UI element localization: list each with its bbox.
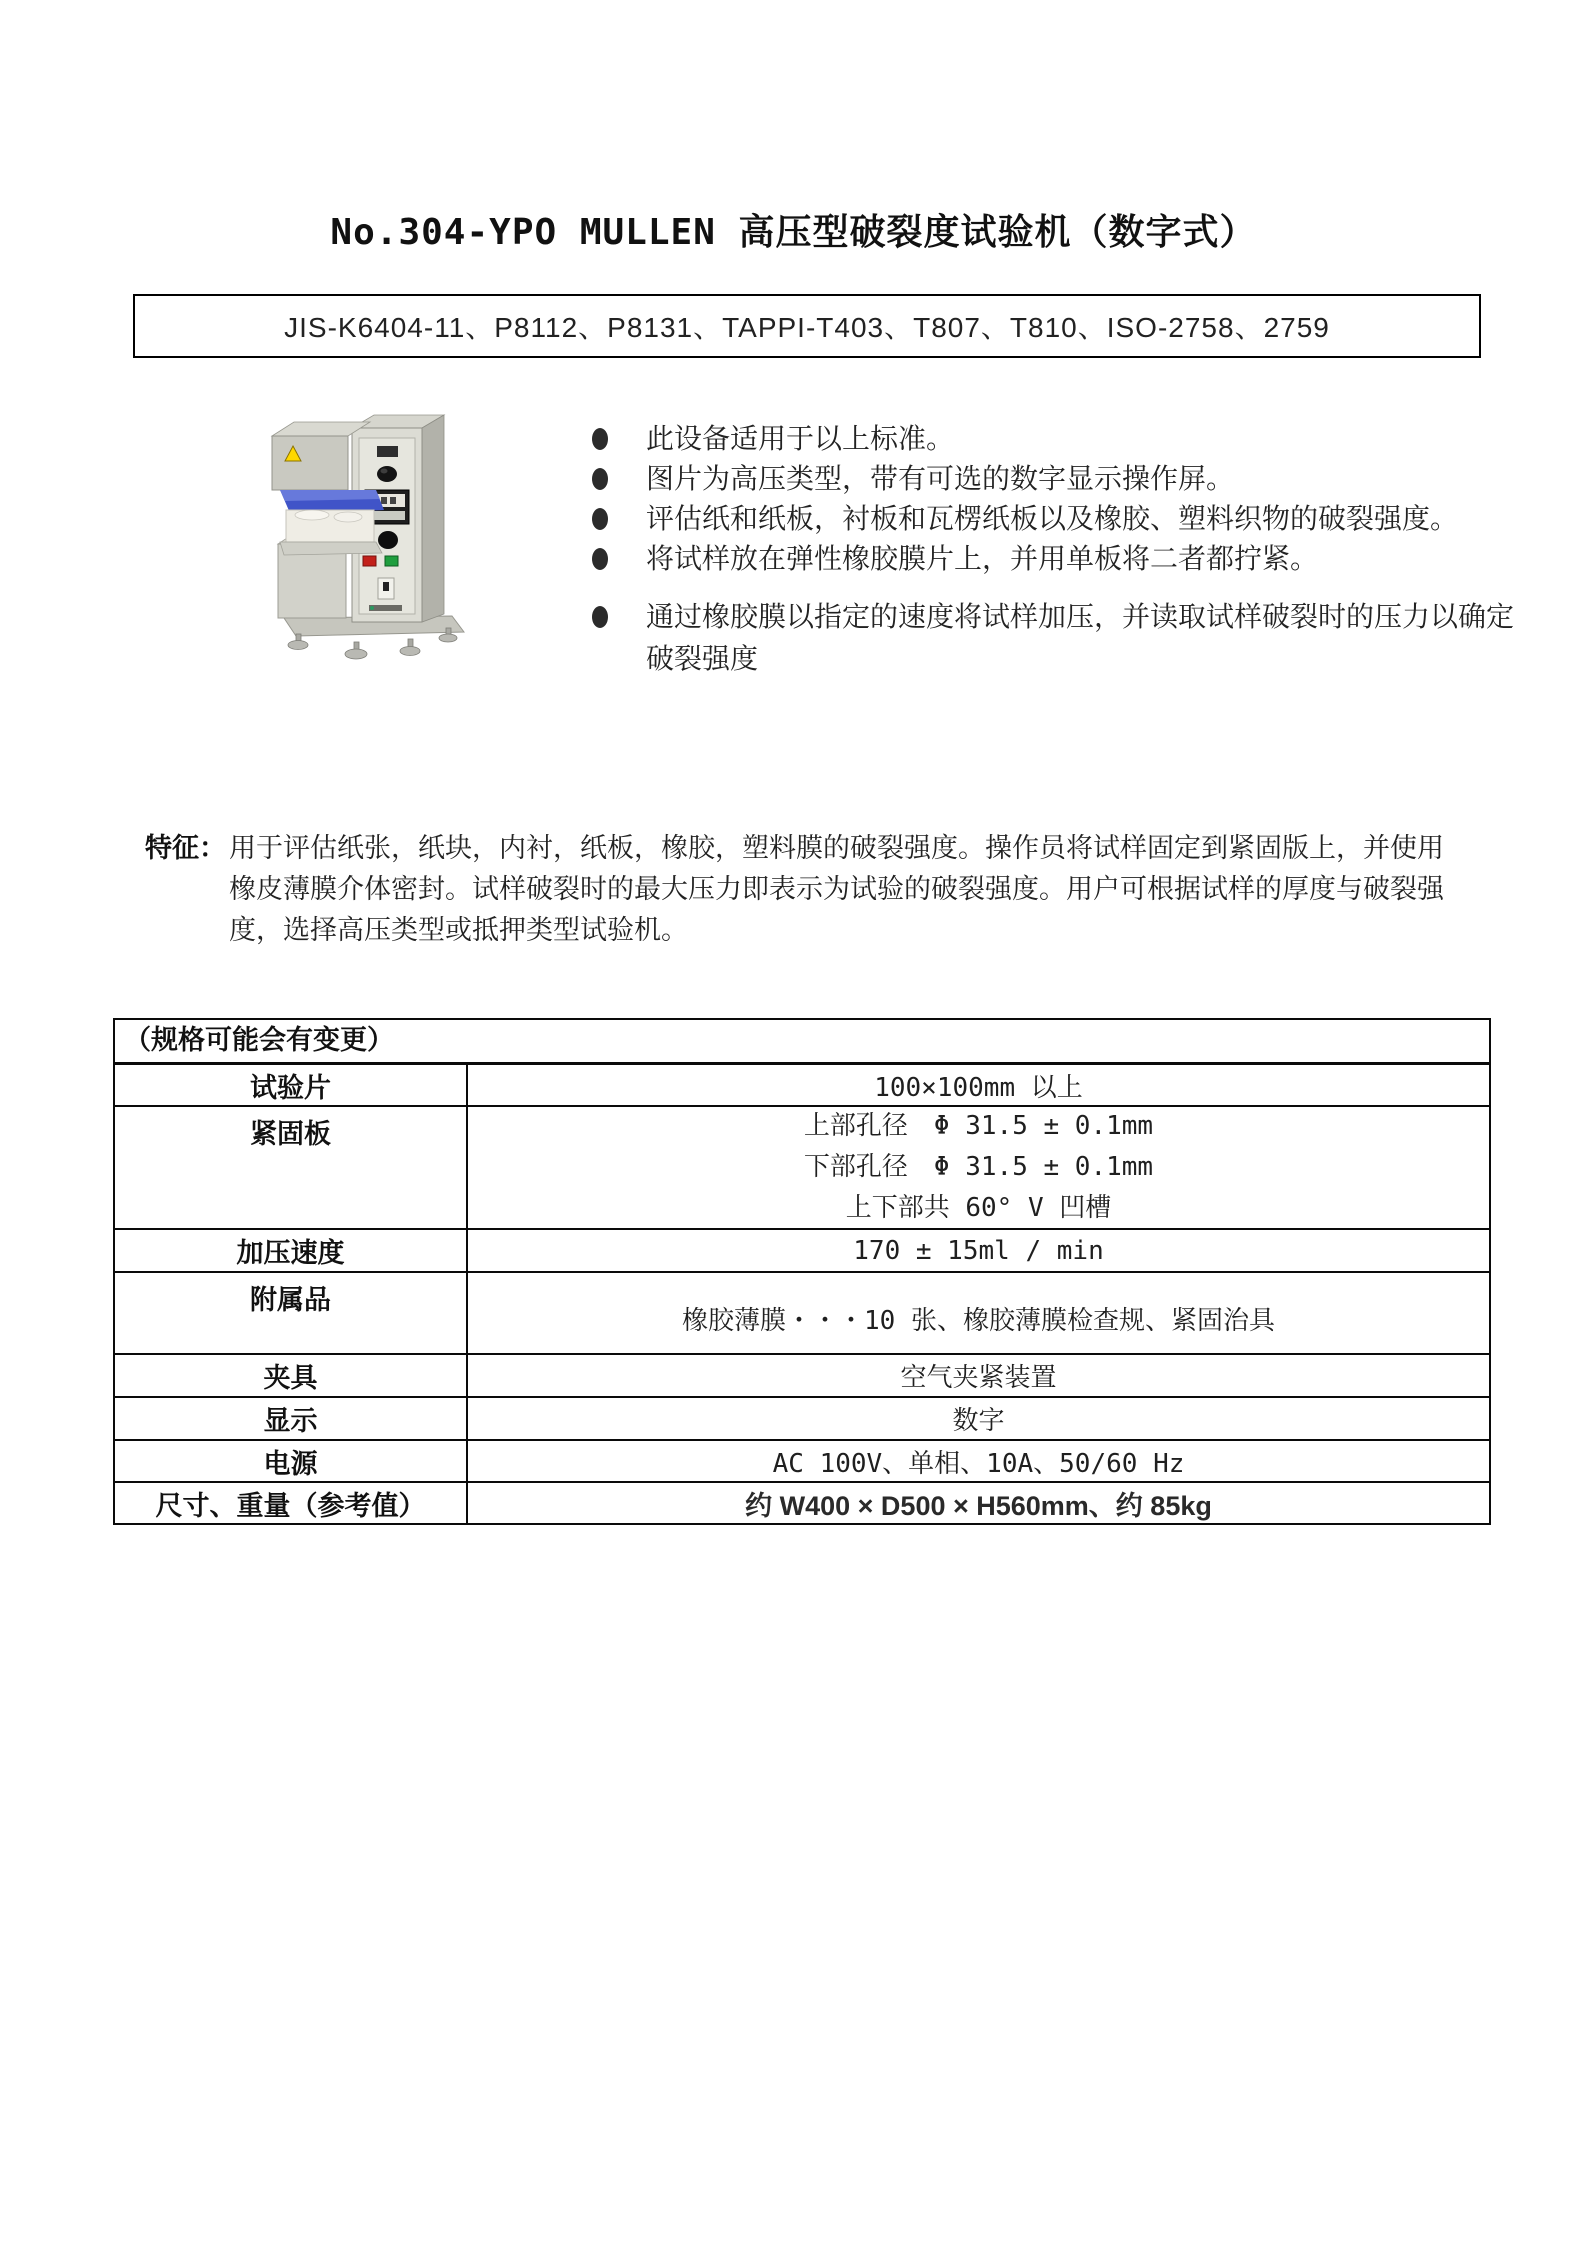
- spec-table: [113, 1018, 1491, 1525]
- standards-box: [133, 294, 1481, 358]
- table-row: [115, 1271, 1489, 1353]
- meter-digit: [390, 497, 396, 504]
- brand-dot: [370, 606, 374, 610]
- bullet-icon: [592, 606, 608, 628]
- list-item: [584, 419, 1544, 459]
- row-value: 100×100mm 以上: [874, 1072, 1083, 1103]
- bullet-text-line: 通过橡胶膜以指定的速度将试样加压，并读取试样破裂时的压力以确定: [646, 600, 1515, 633]
- bullet-list: [584, 419, 1544, 680]
- row-label: 显示: [115, 1398, 468, 1439]
- row-label: 夹具: [115, 1355, 468, 1396]
- bullet-text: 评估纸和纸板，衬板和瓦楞纸板以及橡胶、塑料织物的破裂强度。: [646, 502, 1459, 535]
- bullet-icon: [592, 548, 608, 570]
- table-row: [115, 1228, 1489, 1271]
- bullet-icon: [592, 468, 608, 490]
- list-item: [584, 459, 1544, 499]
- toggle-lever: [383, 582, 389, 591]
- row-value: AC 100V、单相、10A、50/60 Hz: [772, 1448, 1185, 1479]
- table-row: [115, 1353, 1489, 1396]
- spec-table-caption: （规格可能会有变更）: [124, 1025, 394, 1056]
- table-row: [115, 1062, 1489, 1105]
- knob-highlight: [381, 469, 388, 474]
- row-value-line: 下部孔径 Φ 31.5 ± 0.1mm: [803, 1152, 1154, 1182]
- tower-side: [422, 415, 444, 622]
- row-label: 电源: [115, 1441, 468, 1481]
- page-title: No.304-YPO MULLEN 高压型破裂度试验机（数字式）: [330, 212, 1257, 253]
- clamp-plate: [334, 512, 362, 522]
- bullet-text: 将试样放在弹性橡胶膜片上，并用单板将二者都拧紧。: [646, 542, 1319, 575]
- lower-knob-icon: [378, 531, 398, 549]
- burst-tester-machine-illustration: [256, 406, 482, 662]
- head-unit: [272, 436, 348, 490]
- features-text: [229, 828, 1524, 951]
- row-value: 数字: [952, 1406, 1005, 1436]
- table-row: [115, 1105, 1489, 1228]
- upper-knob-icon: [377, 466, 397, 482]
- row-value: 橡胶薄膜・・・10 张、橡胶薄膜检查规、紧固治具: [682, 1306, 1275, 1336]
- row-value: 空气夹紧装置: [900, 1363, 1057, 1393]
- bullet-icon: [592, 428, 608, 450]
- standards-text: JIS-K6404-11、P8112、P8131、TAPPI-T403、T807、T810、ISO-2758、2759: [284, 312, 1330, 343]
- features-line: 度，选择高压类型或抵押类型试验机。: [229, 915, 688, 946]
- features-line: 橡皮薄膜介体密封。试样破裂时的最大压力即表示为试验的破裂强度。用户可根据试样的厚度与破裂强: [229, 874, 1444, 905]
- row-label: 试验片: [115, 1065, 468, 1105]
- bullet-icon: [592, 508, 608, 530]
- list-item: [584, 499, 1544, 539]
- chamber-tray: [280, 542, 382, 555]
- features-section: [145, 828, 1524, 951]
- row-label: 紧固板: [115, 1107, 468, 1228]
- features-label: 特征：: [145, 833, 226, 864]
- row-value: 约 W400 × D500 × H560mm、约 85kg: [745, 1490, 1212, 1521]
- product-photo: [256, 406, 482, 662]
- row-label: 尺寸、重量（参考值）: [115, 1483, 468, 1523]
- table-row: [115, 1481, 1489, 1523]
- meter-digit: [381, 497, 387, 504]
- table-row: [115, 1396, 1489, 1439]
- start-button: [385, 556, 398, 566]
- clamp-plate: [295, 510, 329, 520]
- row-value: 170 ± 15ml / min: [853, 1235, 1104, 1266]
- row-value-line: 上部孔径 Φ 31.5 ± 0.1mm: [803, 1111, 1154, 1141]
- bullet-text: 此设备适用于以上标准。: [646, 422, 955, 455]
- list-item: [584, 539, 1544, 579]
- table-row: [115, 1439, 1489, 1481]
- list-item: [584, 596, 1544, 680]
- counter-display: [377, 446, 398, 457]
- row-label: 加压速度: [115, 1230, 468, 1271]
- row-label: 附属品: [115, 1273, 468, 1353]
- bullet-text-line: 破裂强度: [646, 642, 759, 675]
- stop-button: [363, 556, 376, 566]
- row-value: [468, 1107, 1489, 1228]
- bullet-text: 图片为高压类型，带有可选的数字显示操作屏。: [646, 462, 1235, 495]
- row-value-line: 上下部共 60° V 凹槽: [845, 1193, 1112, 1223]
- features-line: 用于评估纸张，纸块，内衬，纸板，橡胶，塑料膜的破裂强度。操作员将试样固定到紧固版上，并使用: [229, 833, 1444, 864]
